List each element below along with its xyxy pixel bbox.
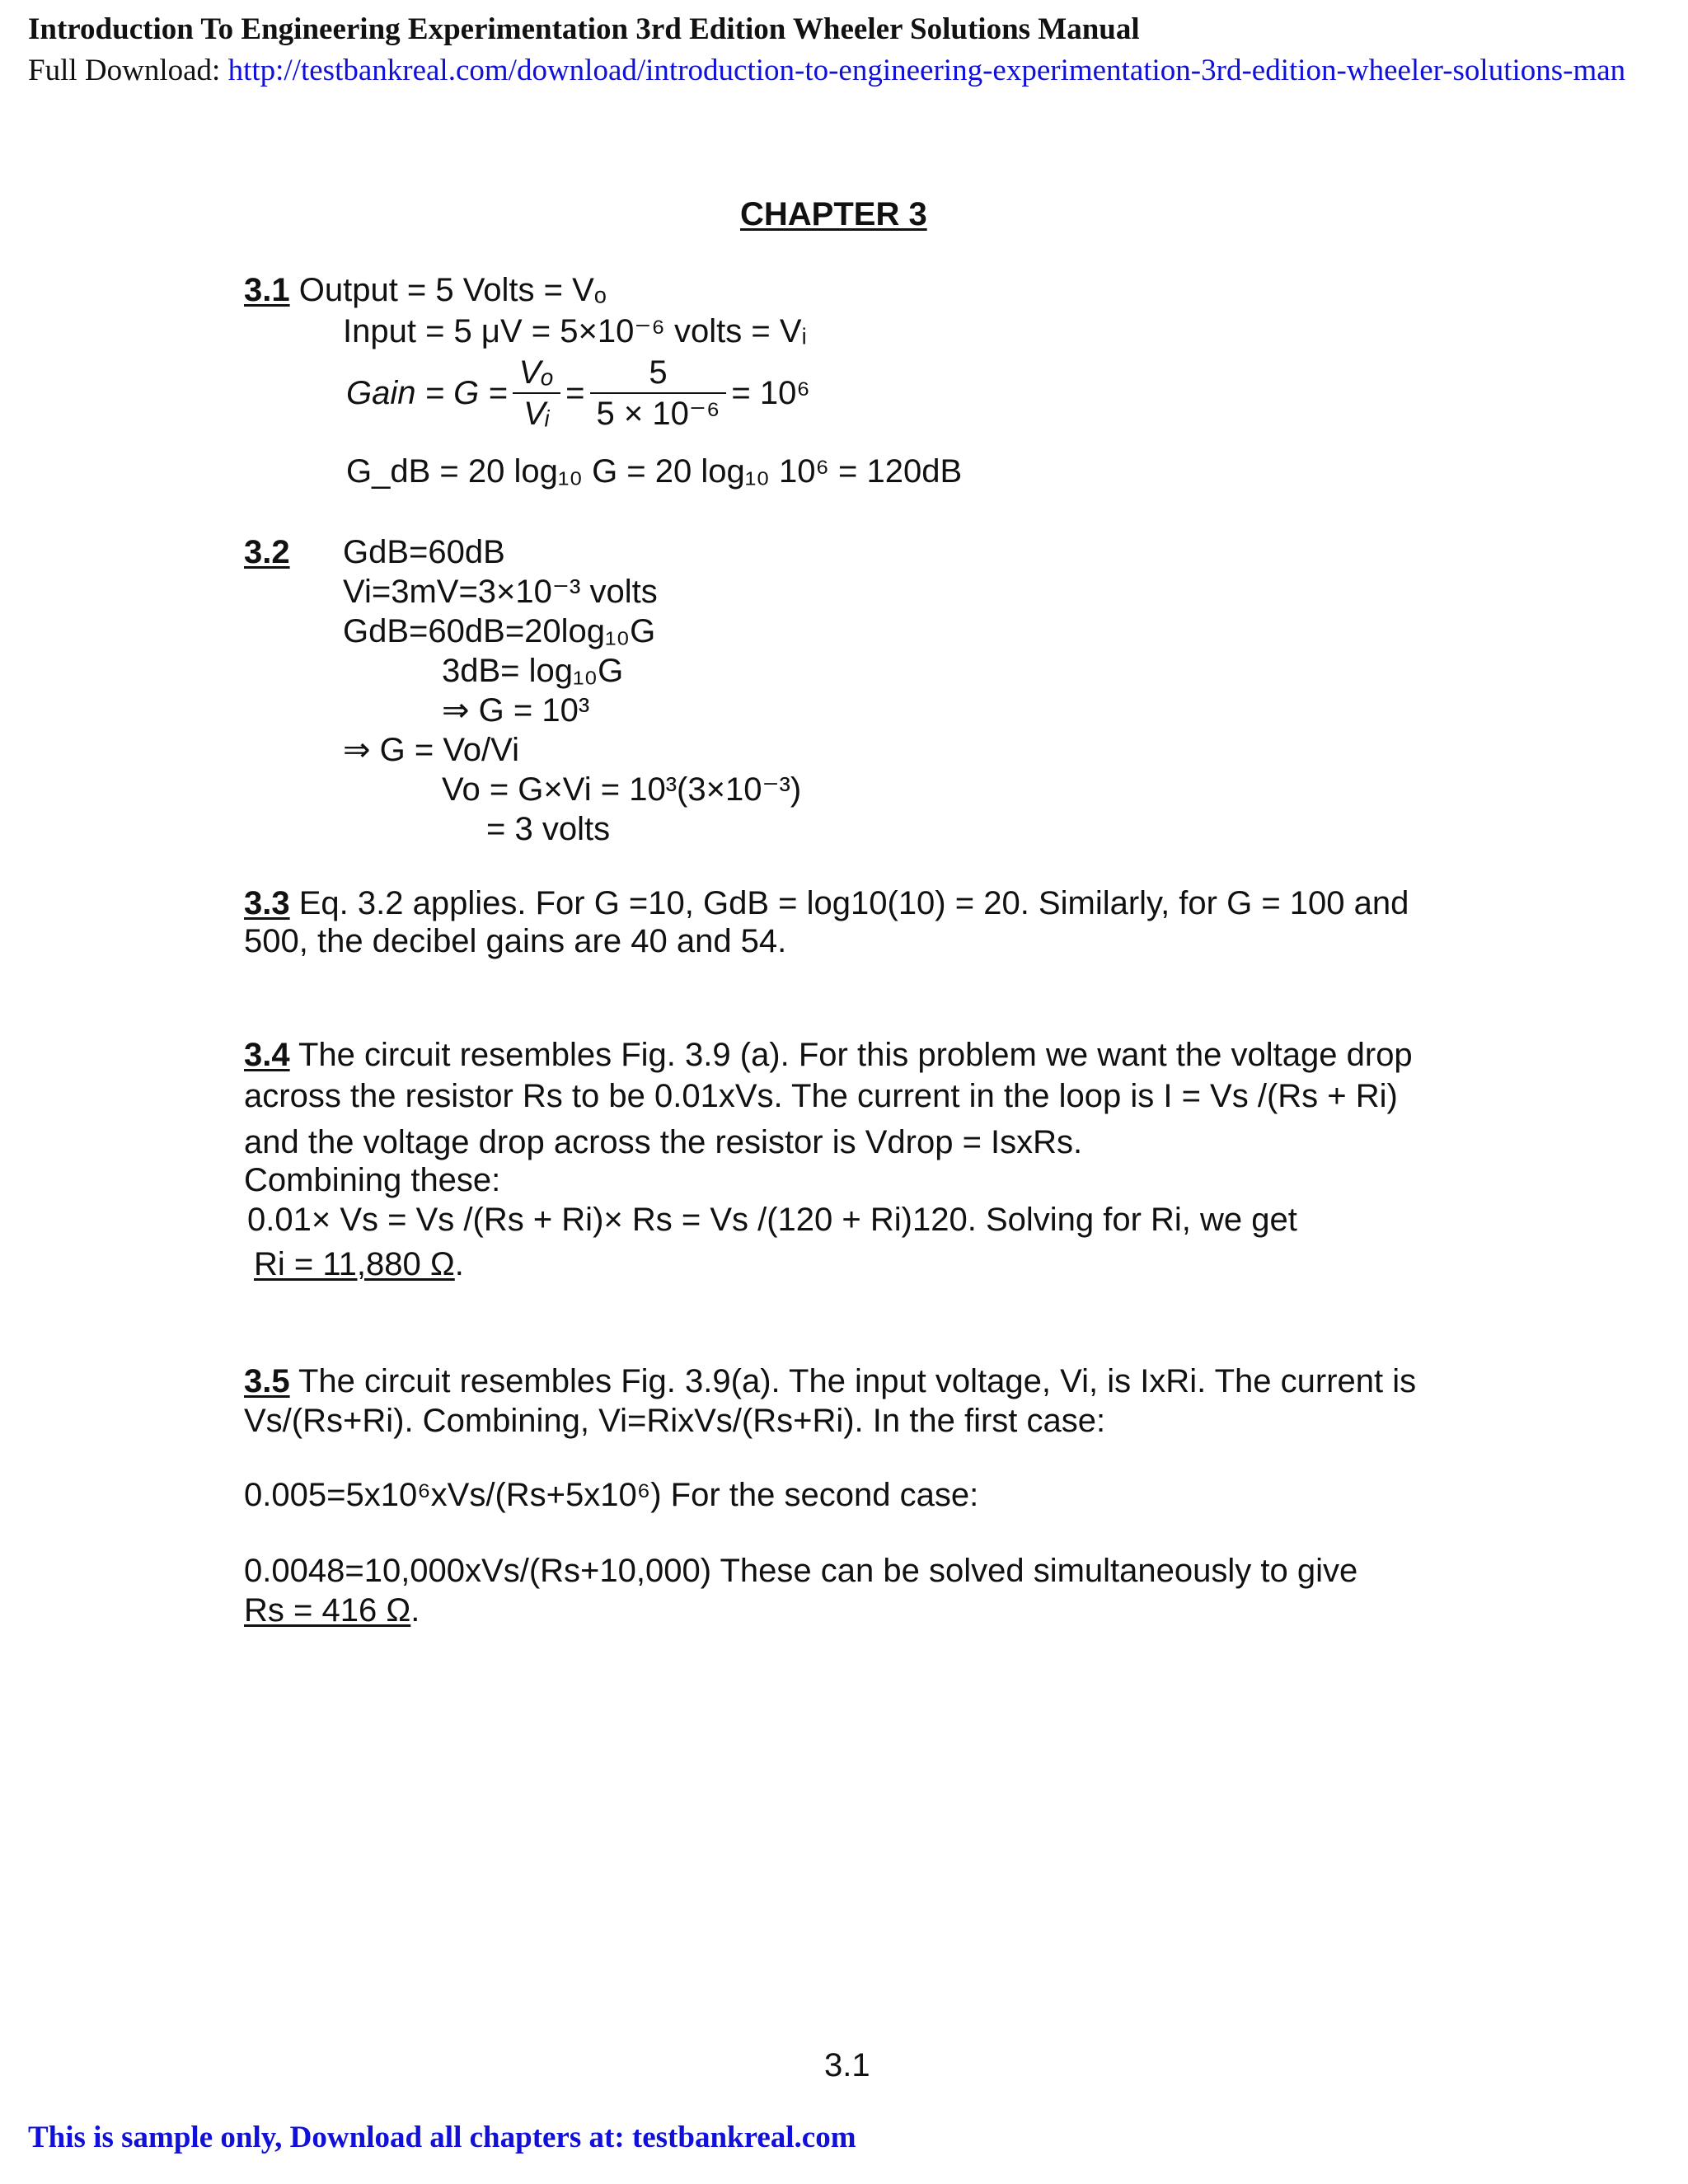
p35-line1: 3.5 The circuit resembles Fig. 3.9(a). The input voltage, Vi, is IxRi. The current is [244, 1363, 1417, 1399]
problem-number: 3.5 [244, 1363, 290, 1399]
p34-line5: 0.01× Vs = Vs /(Rs + Ri)× Rs = Vs /(120 + Ri)120. Solving for Ri, we get [247, 1202, 1297, 1238]
p32-line2: Vi=3mV=3×10⁻³ volts [343, 574, 658, 610]
p32-line6: ⇒ G = Vo/Vi [343, 732, 520, 768]
document-title: Introduction To Engineering Experimentation 3rd Edition Wheeler Solutions Manual [28, 12, 1140, 46]
problem-number: 3.3 [244, 885, 290, 921]
footer-notice[interactable]: This is sample only, Download all chapters at: testbankreal.com [28, 2121, 856, 2154]
chapter-heading: CHAPTER 3 [740, 196, 927, 232]
p35-line2: Vs/(Rs+Ri). Combining, Vi=RixVs/(Rs+Ri). In the first case: [244, 1403, 1106, 1439]
problem-number: 3.2 [244, 534, 290, 570]
download-link[interactable]: http://testbankreal.com/download/introduction-to-engineering-experimentation-3rd-edition-wheeler-solutions-man [227, 54, 1626, 87]
fraction-vo-vi: $\frac{\text{Vₒ}}{\text{Vᵢ}}$ [513, 353, 560, 434]
p32-line7: Vo = G×Vi = 10³(3×10⁻³) [442, 771, 802, 808]
p34-answer: Ri = 11,880 Ω. [254, 1246, 464, 1282]
page-number: 3.1 [824, 2047, 870, 2083]
p32-line4: 3dB= log₁₀G [442, 653, 624, 689]
p33-line2: 500, the decibel gains are 40 and 54. [244, 923, 787, 959]
p34-line3: and the voltage drop across the resistor is Vdrop = IsxRs. [244, 1124, 1083, 1160]
p34-line1: 3.4 The circuit resembles Fig. 3.9 (a). For this problem we want the voltage drop [244, 1037, 1413, 1073]
p32-line3: GdB=60dB=20log₁₀G [343, 613, 656, 649]
p32-line5: ⇒ G = 10³ [442, 692, 590, 729]
gdb-equation: G_dB = 20 log₁₀ G = 20 log₁₀ 10⁶ = 120dB [346, 453, 963, 490]
problem-number: 3.1 [244, 272, 290, 308]
download-line [28, 53, 1625, 88]
gain-equation: Gain = G = $\frac{\text{Vₒ}}{\text{Vᵢ}}$ = $\frac{5}{\text{5 × 10⁻⁶}}$ = 10⁶ [346, 354, 810, 432]
p32-line8: = 3 volts [486, 811, 611, 847]
p35-line3: 0.005=5x10⁶xVs/(Rs+5x10⁶) For the second case: [244, 1477, 979, 1513]
p32-line1: GdB=60dB [343, 534, 505, 570]
p35-line4: 0.0048=10,000xVs/(Rs+10,000) These can be solved simultaneously to give [244, 1553, 1358, 1589]
problem-3-1-line1: 3.1 Output = 5 Volts = Vₒ [244, 272, 607, 308]
p33-line1: 3.3 Eq. 3.2 applies. For G =10, GdB = log10(10) = 20. Similarly, for G = 100 and [244, 885, 1409, 921]
fraction-5-over: $\frac{5}{\text{5 × 10⁻⁶}}$ [590, 353, 727, 434]
p34-line2: across the resistor Rs to be 0.01xVs. The current in the loop is I = Vs /(Rs + Ri) [244, 1078, 1398, 1114]
problem-number: 3.4 [244, 1037, 290, 1073]
download-prefix: Full Download: [28, 54, 228, 87]
problem-3-1-line2: Input = 5 μV = 5×10⁻⁶ volts = Vᵢ [343, 313, 807, 349]
p34-line4: Combining these: [244, 1162, 501, 1198]
p35-answer: Rs = 416 Ω. [244, 1592, 420, 1629]
